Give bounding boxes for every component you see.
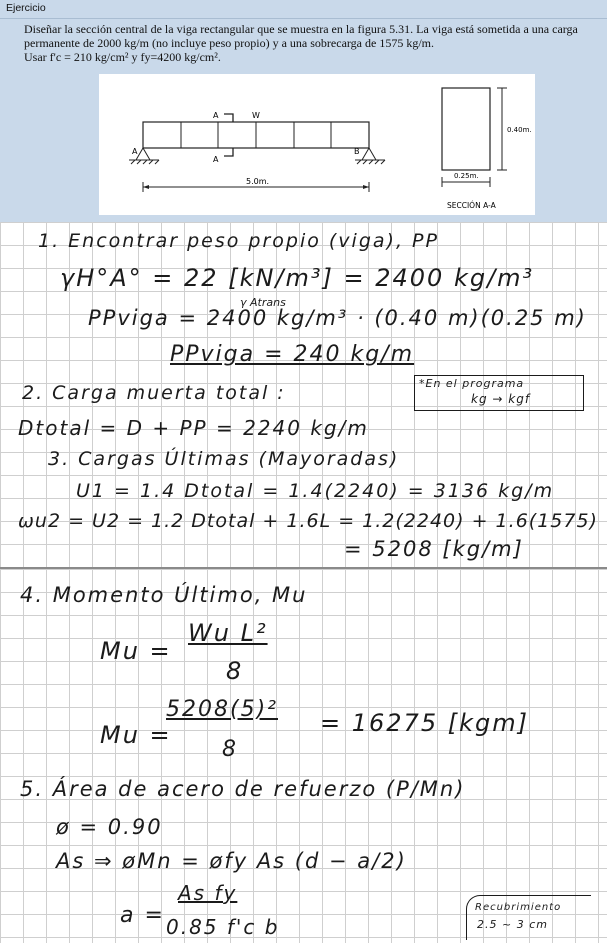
statement-line-1: Diseñar la sección central de la viga rectangular que se muestra en la figura 5.31. La viga está sometida a una carga: [24, 22, 578, 36]
support-left-label: A: [132, 147, 138, 156]
section-mark-top: A: [213, 111, 219, 120]
exercise-panel: [0, 0, 607, 222]
cover-note-line-2: 2.5 ~ 3 cm: [477, 918, 548, 931]
ground-hatch-right: [357, 160, 385, 164]
height-label: 0.40m.: [507, 126, 532, 134]
moment-value-denominator: 8: [222, 737, 238, 762]
ground-hatch-left: [131, 160, 159, 164]
exercise-header: [0, 0, 607, 19]
note-line-10: = 5208 [kg/m]: [344, 537, 524, 561]
beam-diagram: [99, 74, 535, 215]
grid-paper: [0, 569, 607, 943]
moment-formula-denominator: 8: [226, 657, 244, 685]
note-line-6: Dtotal = D + PP = 2240 kg/m: [18, 416, 369, 440]
depth-formula-denominator: 0.85 f'c b: [166, 915, 280, 939]
section-mark-bottom: A: [213, 155, 219, 164]
moment-value-numerator: 5208(5)²: [166, 697, 278, 722]
note-line-16: As ⇒ øMn = øfy As (d − a/2): [56, 849, 407, 873]
moment-formula-lhs: Mu =: [100, 637, 172, 665]
cover-note-line-1: Recubrimiento: [475, 902, 562, 913]
note-line-2: γH°A° = 22 [kN/m³] = 2400 kg/m³: [60, 264, 535, 292]
cover-note-box: [466, 895, 591, 940]
section-cut-mark-top: [224, 114, 233, 122]
section-title: SECCIÓN A-A: [447, 201, 496, 210]
note-line-9: ωu2 = U2 = 1.2 Dtotal + 1.6L = 1.2(2240) + 1.6(1575): [18, 510, 598, 532]
beam-figure: [99, 74, 535, 215]
statement-line-3: Usar f'c = 210 kg/cm² y fy=4200 kg/cm².: [24, 50, 221, 64]
note-line-8: U1 = 1.4 Dtotal = 1.4(2240) = 3136 kg/m: [76, 480, 555, 502]
depth-formula-numerator: As fy: [178, 881, 238, 905]
note-line-11: 4. Momento Último, Mu: [20, 583, 308, 607]
program-note-line-1: *En el programa: [419, 377, 525, 390]
load-label: W: [252, 111, 260, 120]
moment-formula-numerator: Wu L²: [188, 619, 268, 647]
exercise-statement: [24, 22, 594, 64]
moment-value-result: = 16275 [kgm]: [320, 709, 529, 737]
exercise-heading: Ejercicio: [6, 2, 46, 14]
note-line-15: ø = 0.90: [56, 815, 163, 839]
support-right-label: B: [354, 147, 360, 156]
note-line-4: PPviga = 240 kg/m: [170, 342, 415, 367]
statement-line-2: permanente de 2000 kg/m (no incluye peso propio) y a una sobrecarga de 1575 kg/m.: [24, 36, 434, 50]
cross-section-rect: [442, 88, 490, 170]
handwritten-notes-page-1: [0, 222, 607, 567]
note-line-7: 3. Cargas Últimas (Mayoradas): [48, 448, 400, 470]
depth-formula-lhs: a =: [120, 903, 165, 928]
support-left: [136, 148, 150, 160]
width-label: 0.25m.: [454, 172, 479, 180]
note-line-5: 2. Carga muerta total :: [22, 382, 286, 404]
note-line-3-annotation: γ Atrans: [240, 296, 286, 309]
note-line-1: 1. Encontrar peso propio (viga), PP: [38, 230, 439, 252]
support-right: [362, 148, 376, 160]
handwritten-notes-page-2: [0, 569, 607, 943]
program-note-line-2: kg → kgf: [471, 392, 531, 406]
program-note-box: [414, 375, 584, 411]
moment-value-lhs: Mu =: [100, 721, 172, 749]
section-cut-mark-bottom: [224, 148, 233, 156]
note-line-3: PPviga = 2400 kg/m³ · (0.40 m)(0.25 m): [88, 306, 587, 330]
note-line-14: 5. Área de acero de refuerzo (P/Mn): [20, 777, 466, 801]
span-label: 5.0m.: [246, 177, 270, 186]
